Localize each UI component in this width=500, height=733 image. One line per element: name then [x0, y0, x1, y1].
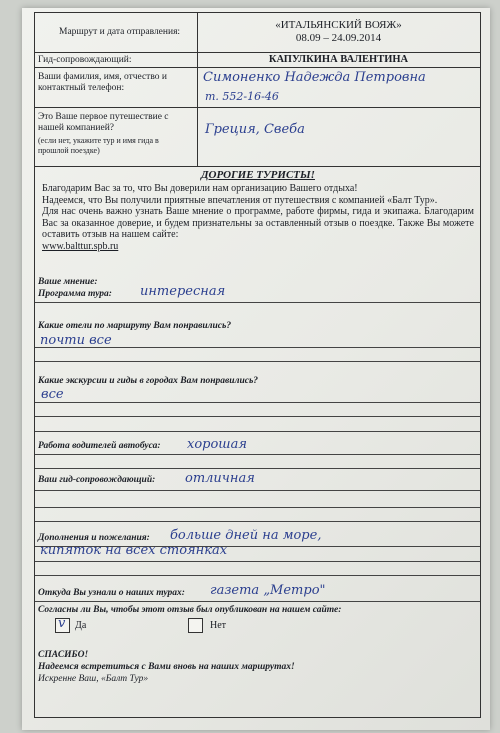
first-trip-label: Это Ваше первое путешествие с нашей компанией? [38, 112, 169, 133]
intro-paragraph-3: Для нас очень важно узнать Ваше мнение о программе, работе фирмы, гида и экипажа. Благодарим Вас за оказанное доверие, и будем признательны за оставленный отзыв о поездке. Также Вы можете оставить отзыв на нашем сайте: [42, 206, 474, 240]
guide-opinion-answer: отличная [185, 471, 255, 486]
intro-paragraph-1: Благодарим Вас за то, что Вы доверили нам организацию Вашего отдыха! [42, 183, 358, 194]
tour-dates: 08.09 – 24.09.2014 [295, 32, 382, 44]
route-label: Маршрут и дата отправления: [59, 27, 181, 37]
guide-row [35, 53, 480, 68]
contact-row [35, 68, 480, 108]
first-trip-row [35, 108, 480, 167]
guide-label: Гид-сопровождающий: [38, 55, 132, 65]
intro-section [42, 169, 474, 252]
tour-info [197, 19, 480, 45]
tour-name: «ИТАЛЬЯНСКИЙ ВОЯЖ» [275, 19, 402, 31]
opinion-heading: Ваше мнение: [38, 277, 98, 287]
additions-label: Дополнения и пожелания: [38, 533, 150, 543]
site-link[interactable]: www.balttur.spb.ru [42, 240, 119, 252]
program-label: Программа тура: [38, 289, 112, 299]
guide-opinion-label: Ваш гид-сопровождающий: [38, 475, 156, 485]
source-label: Откуда Вы узнали о наших турах: [38, 588, 185, 598]
intro-title: ДОРОГИЕ ТУРИСТЫ! [201, 169, 315, 181]
route-row [35, 13, 480, 53]
contact-label: Ваши фамилия, имя, отчество и контактный телефон: [38, 72, 167, 93]
hotels-answer: почти все [40, 333, 112, 348]
excursions-label: Какие экскурсии и гиды в городах Вам понравились? [38, 376, 259, 386]
excursions-answer: все [41, 387, 64, 402]
drivers-answer: хорошая [187, 437, 247, 452]
form-grid [34, 12, 481, 718]
intro-paragraph-2: Надеемся, что Вы получили приятные впечатления от путешествия с компанией «Балт Тур». [42, 194, 438, 206]
drivers-label: Работа водителей автобуса: [38, 441, 161, 451]
hotels-label: Какие отели по маршруту Вам понравились? [38, 321, 232, 331]
footer-thanks: СПАСИБО! [38, 650, 89, 660]
contact-phone: т. 552-16-46 [205, 90, 279, 103]
contact-name: Симоненко Надежда Петровна [203, 70, 426, 85]
consent-yes-label: Да [75, 620, 87, 631]
first-trip-hint: (если нет, укажите тур и имя гида в прошлой поездке) [38, 136, 159, 155]
footer-section [38, 649, 478, 685]
program-answer: интересная [140, 284, 226, 299]
consent-yes-mark: v [58, 616, 66, 631]
consent-no-checkbox[interactable] [188, 618, 203, 633]
footer-sign: Искренне Ваш, «Балт Тур» [38, 674, 149, 684]
additions-answer-2: кипяток на всех стоянках [40, 543, 228, 558]
first-trip-answer: Греция, Свеба [205, 122, 305, 137]
source-answer: газета „Метро" [210, 583, 326, 598]
consent-yes-checkbox[interactable] [55, 618, 70, 633]
additions-answer-1: больше дней на море, [170, 528, 322, 543]
consent-label: Согласны ли Вы, чтобы этот отзыв был опубликован на нашем сайте: [38, 605, 342, 615]
feedback-form-sheet [22, 8, 490, 730]
consent-no-label: Нет [210, 620, 227, 631]
guide-name: КАПУЛКИНА ВАЛЕНТИНА [268, 54, 409, 65]
footer-hope: Надеемся встретиться с Вами вновь на наших маршрутах! [38, 662, 295, 672]
